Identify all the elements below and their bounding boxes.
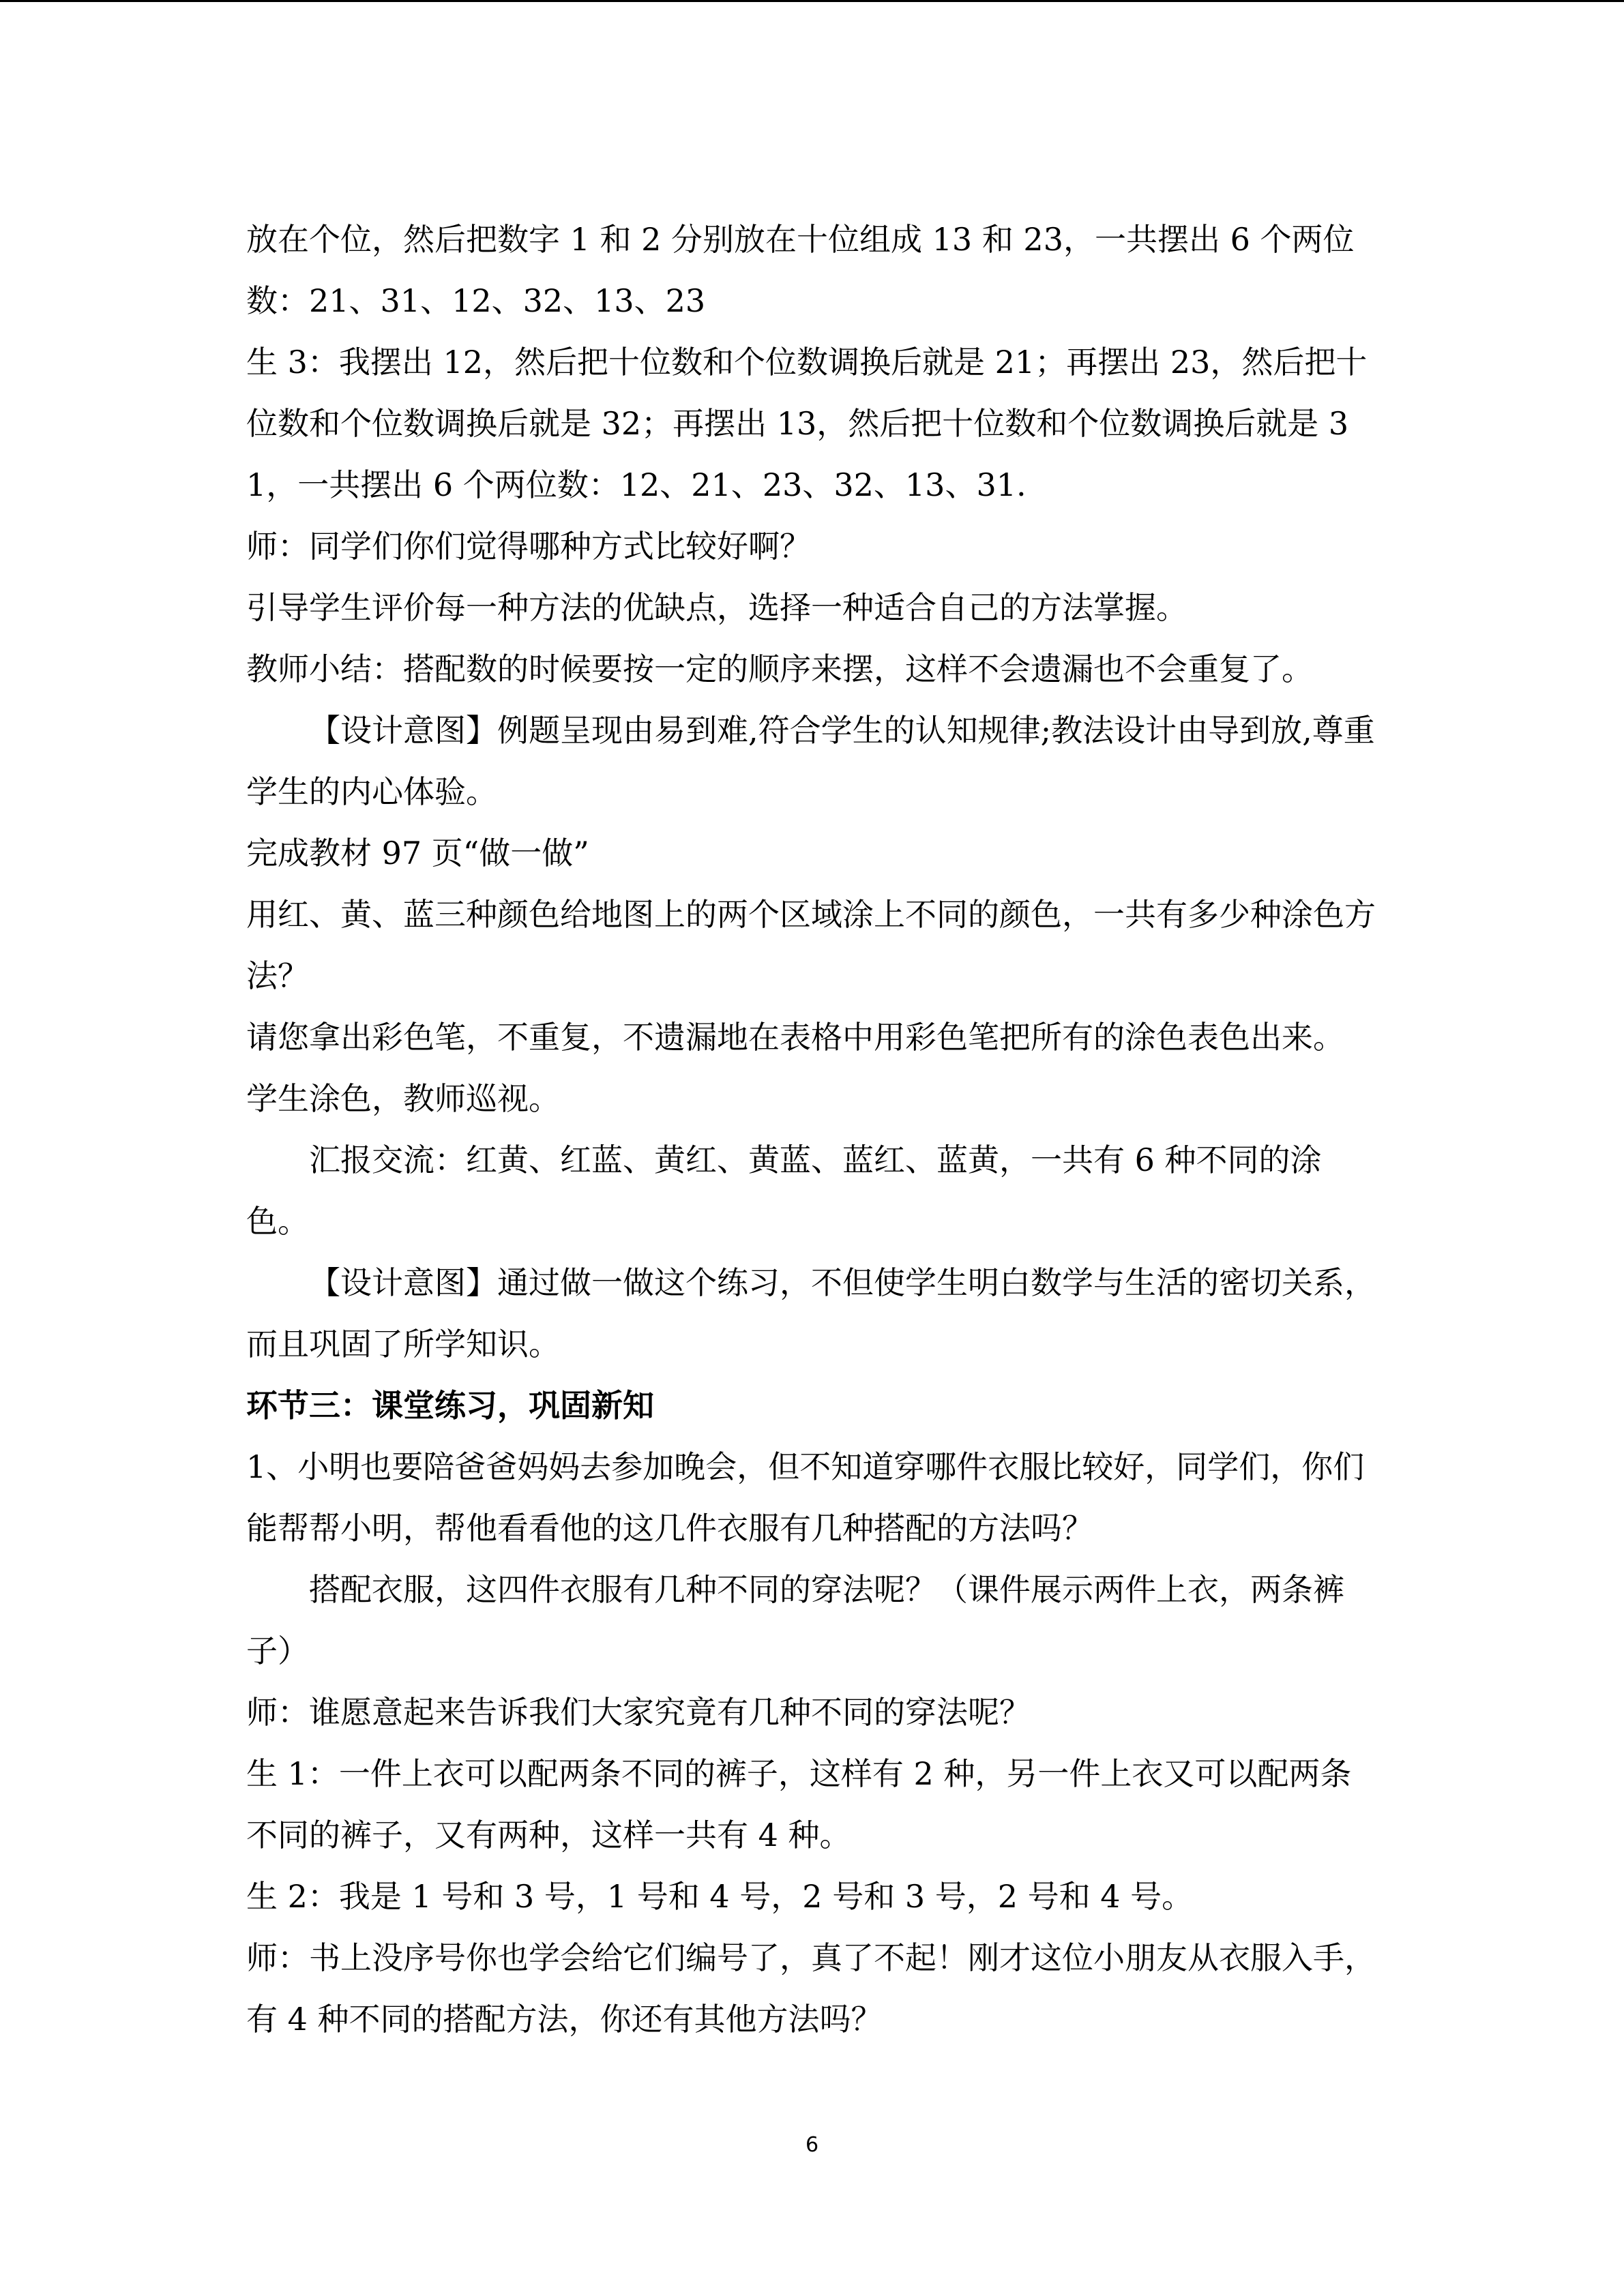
paragraph-student-3: 生 3：我摆出 12，然后把十位数和个位数调换后就是 21；再摆出 23，然后把十位数和个位数调换后就是 32；再摆出 13，然后把十位数和个位数调换后就是 31，一共摆出 6 个两位数：12、21、23、32、13、31.: [246, 344, 1368, 503]
section-heading-practice: 环节三：课堂练习，巩固新知: [246, 1387, 654, 1424]
paragraph-coloring-instruction: 请您拿出彩色笔，不重复，不遗漏地在表格中用彩色笔把所有的涂色表色出来。: [246, 1019, 1344, 1056]
paragraph-student-coloring: 学生涂色，教师巡视。: [246, 1080, 560, 1117]
paragraph-guide-evaluation: 引导学生评价每一种方法的优缺点，选择一种适合自己的方法掌握。: [246, 589, 1187, 626]
paragraph-teacher-question: 师：同学们你们觉得哪种方式比较好啊？: [246, 528, 811, 565]
paragraph-report-exchange: 汇报交流：红黄、红蓝、黄红、黄蓝、蓝红、蓝黄，一共有 6 种不同的涂色。: [246, 1142, 1322, 1240]
page-top-border: [0, 0, 1624, 2]
paragraph-intro-continuation: 放在个位，然后把数字 1 和 2 分别放在十位组成 13 和 23，一共摆出 6 个两位数：21、31、12、32、13、23: [246, 221, 1355, 319]
paragraph-student-2: 生 2：我是 1 号和 3 号，1 号和 4 号，2 号和 3 号，2 号和 4 号。: [246, 1878, 1194, 1915]
page-number: 6: [805, 2133, 819, 2157]
paragraph-xiaoming-question: 1、小明也要陪爸爸妈妈去参加晚会，但不知道穿哪件衣服比较好，同学们，你们能帮帮小明，帮他看看他的这几件衣服有几种搭配的方法吗？: [246, 1448, 1365, 1547]
paragraph-teacher-summary: 教师小结：搭配数的时候要按一定的顺序来摆，这样不会遗漏也不会重复了。: [246, 651, 1313, 687]
paragraph-design-intent-1: 【设计意图】例题呈现由易到难,符合学生的认知规律;教法设计由导到放,尊重学生的内心体验。: [246, 712, 1375, 810]
paragraph-coloring-question: 用红、黄、蓝三种颜色给地图上的两个区域涂上不同的颜色，一共有多少种涂色方法？: [246, 896, 1376, 994]
paragraph-textbook-exercise: 完成教材 97 页“做一做”: [246, 835, 589, 871]
paragraph-student-1: 生 1：一件上衣可以配两条不同的裤子，这样有 2 种，另一件上衣又可以配两条不同的裤子，又有两种，这样一共有 4 种。: [246, 1755, 1352, 1853]
paragraph-design-intent-2: 【设计意图】通过做一做这个练习，不但使学生明白数学与生活的密切关系，而且巩固了所学知识。: [246, 1264, 1376, 1362]
paragraph-clothes-matching: 搭配衣服，这四件衣服有几种不同的穿法呢？（课件展示两件上衣，两条裤子）: [246, 1571, 1344, 1669]
paragraph-teacher-praise: 师：书上没序号你也学会给它们编号了，真了不起！刚才这位小朋友从衣服入手，有 4 种不同的搭配方法，你还有其他方法吗？: [246, 1939, 1376, 2038]
document-body: [246, 209, 1378, 2050]
paragraph-teacher-ask: 师：谁愿意起来告诉我们大家究竟有几种不同的穿法呢？: [246, 1694, 1031, 1731]
